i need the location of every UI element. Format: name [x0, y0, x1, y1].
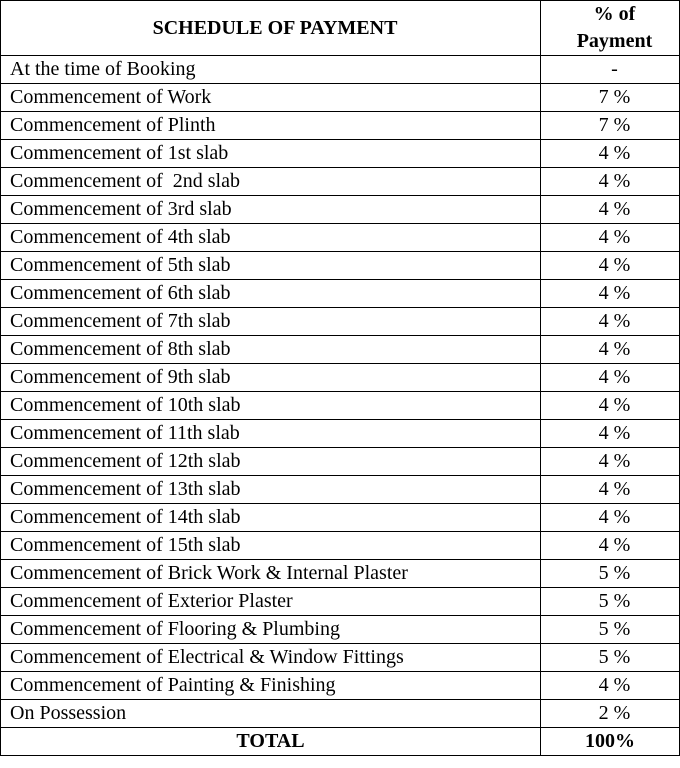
stage-cell: Commencement of 8th slab	[1, 336, 541, 364]
table-row	[1, 280, 680, 308]
table-row	[1, 308, 680, 336]
percent-cell: 5 %	[541, 560, 680, 588]
stage-cell: Commencement of Flooring & Plumbing	[1, 616, 541, 644]
table-row	[1, 448, 680, 476]
table-row	[1, 168, 680, 196]
stage-cell: Commencement of 3rd slab	[1, 196, 541, 224]
stage-cell: Commencement of Exterior Plaster	[1, 588, 541, 616]
percent-cell: 4 %	[541, 308, 680, 336]
table-row	[1, 588, 680, 616]
stage-cell: Commencement of Electrical & Window Fittings	[1, 644, 541, 672]
percent-cell: 4 %	[541, 252, 680, 280]
table-row	[1, 700, 680, 728]
table-row	[1, 336, 680, 364]
percent-cell: 4 %	[541, 280, 680, 308]
stage-cell: Commencement of 6th slab	[1, 280, 541, 308]
stage-cell: Commencement of 13th slab	[1, 476, 541, 504]
table-row	[1, 644, 680, 672]
percent-cell: 4 %	[541, 448, 680, 476]
percent-cell: 5 %	[541, 588, 680, 616]
total-label: TOTAL	[1, 728, 541, 756]
table-row	[1, 56, 680, 84]
stage-cell: Commencement of 10th slab	[1, 392, 541, 420]
percent-header	[541, 1, 680, 56]
table-row	[1, 252, 680, 280]
percent-cell: 4 %	[541, 196, 680, 224]
stage-cell: On Possession	[1, 700, 541, 728]
table-row	[1, 476, 680, 504]
percent-cell: 7 %	[541, 84, 680, 112]
stage-cell: Commencement of 1st slab	[1, 140, 541, 168]
table-row	[1, 196, 680, 224]
stage-cell: Commencement of Work	[1, 84, 541, 112]
table-row	[1, 392, 680, 420]
stage-cell: Commencement of Painting & Finishing	[1, 672, 541, 700]
percent-cell: 5 %	[541, 644, 680, 672]
percent-header-line1: % of	[593, 3, 636, 25]
stage-cell: Commencement of 14th slab	[1, 504, 541, 532]
stage-cell: At the time of Booking	[1, 56, 541, 84]
stage-cell: Commencement of 4th slab	[1, 224, 541, 252]
table-row	[1, 672, 680, 700]
percent-header-line2: Payment	[576, 30, 653, 52]
percent-cell: 4 %	[541, 392, 680, 420]
percent-cell: 4 %	[541, 224, 680, 252]
stage-cell: Commencement of 5th slab	[1, 252, 541, 280]
percent-cell: 4 %	[541, 420, 680, 448]
total-row	[1, 728, 680, 756]
table-row	[1, 420, 680, 448]
table-header-row	[1, 1, 680, 56]
stage-cell: Commencement of 12th slab	[1, 448, 541, 476]
percent-cell: 4 %	[541, 364, 680, 392]
percent-cell: 4 %	[541, 140, 680, 168]
stage-cell: Commencement of 9th slab	[1, 364, 541, 392]
table-row	[1, 616, 680, 644]
stage-cell: Commencement of 7th slab	[1, 308, 541, 336]
percent-cell: 7 %	[541, 112, 680, 140]
stage-cell: Commencement of 2nd slab	[1, 168, 541, 196]
table-body	[1, 56, 680, 728]
percent-cell: 4 %	[541, 168, 680, 196]
table-row	[1, 112, 680, 140]
schedule-header: SCHEDULE OF PAYMENT	[1, 1, 541, 56]
table-row	[1, 560, 680, 588]
table-row	[1, 140, 680, 168]
stage-cell: Commencement of 11th slab	[1, 420, 541, 448]
percent-cell: 4 %	[541, 532, 680, 560]
total-percent: 100%	[541, 728, 680, 756]
table-row	[1, 504, 680, 532]
stage-cell: Commencement of Brick Work & Internal Plaster	[1, 560, 541, 588]
table-row	[1, 364, 680, 392]
stage-cell: Commencement of Plinth	[1, 112, 541, 140]
percent-cell: 4 %	[541, 672, 680, 700]
percent-cell: -	[541, 56, 680, 84]
percent-cell: 4 %	[541, 504, 680, 532]
stage-cell: Commencement of 15th slab	[1, 532, 541, 560]
table-row	[1, 84, 680, 112]
percent-cell: 2 %	[541, 700, 680, 728]
percent-cell: 5 %	[541, 616, 680, 644]
percent-cell: 4 %	[541, 336, 680, 364]
table-row	[1, 532, 680, 560]
percent-cell: 4 %	[541, 476, 680, 504]
table-row	[1, 224, 680, 252]
